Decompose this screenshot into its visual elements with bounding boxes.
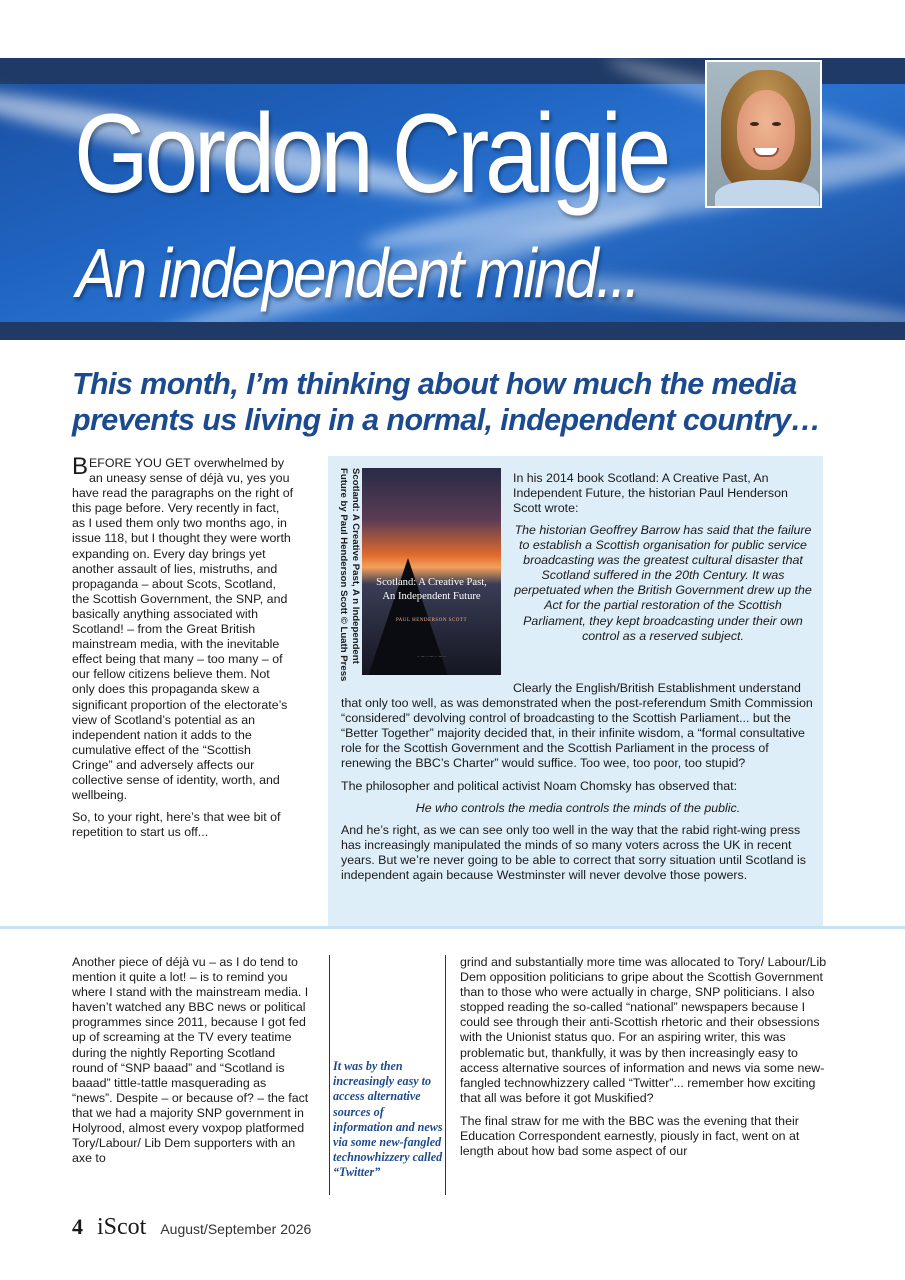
body-paragraph: The final straw for me with the BBC was the evening that their Education Correspondent earnestly, piously in fact, went on at length about how bad some aspect of our [460, 1113, 800, 1159]
book-cover-title [366, 576, 497, 604]
header-banner [0, 58, 905, 340]
portrait-eye [750, 122, 759, 126]
portrait-eye [772, 122, 781, 126]
book-caption [335, 468, 361, 682]
intro-column [72, 453, 294, 847]
body-column-2 [460, 955, 830, 1167]
drop-cap: B [72, 453, 89, 480]
intro-paragraph-text: EFORE YOU GET overwhelmed by an uneasy sense of déjà vu, yes you have read the paragraphs on the right of this page before. Very recently in fact, as I used them only two months ago, in issue 118, but I thought they were worth expanding on. Every day brings yet another assault of lies, mistruths, and propaganda – about Scots, Scotland, the Scottish Government, the SNP, and basically anything associated with Scotland! – from the Great British mainstream media, with the inevitable effect being that many – too many – of our fellow citizens believe them. Not only does this propaganda skew a significant proportion of the electorate’s view of Scotland’s potential as an independent nation it adds to the cumulative effect of the “Scottish Cringe” and adversely affects our collective sense of identity, worth, and wellbeing. [72, 456, 294, 803]
page-footer [72, 1214, 311, 1244]
author-portrait [705, 60, 822, 208]
body-column-1: Another piece of déjà vu – as I do tend to mention it quite a lot! – is to remind you where I stand with the mainstream media. I haven’t watched any BBC news or political programmes since 2011, because I got fed up of screaming at the TV every teatime during the nightly Reporting Scotland round of “SNP baaad” and “Scotland is baaad” tittle-tattle masquerading as “news”. Despite – or because of? – the fact that we had a majority SNP government in Holyrood, almost every voxpop platformed Tory/Labour/ Lib Dem supporters with an axe to [72, 955, 309, 1166]
intro-paragraph-2: So, to your right, here’s that wee bit of repetition to start us off... [72, 810, 281, 840]
extract-body [341, 681, 815, 890]
body-paragraph: grind and substantially more time was allocated to Tory/ Labour/Lib Dem opposition politicians to gripe about the Scottish Government than to those who were actually in charge, SNP politicians. I also stopped reading the so-called “national” newspapers because I could see through their anti-Scottish rhetoric and their obsessions with the Unionist status quo. For an aspiring writer, this was problematic but, thankfully, it was by then increasingly easy to access alternative sources of information and news via some new-fangled technowhizzery called “Twitter”... remember how exciting that all was before it got Muskified? [460, 955, 827, 1105]
book-cover-title-line-1: Scotland: A Creative Past, [376, 577, 487, 588]
portrait-face [737, 90, 795, 170]
magazine-logo: iScot [97, 1214, 147, 1240]
banner-bottom-bar [0, 322, 905, 340]
extract-paragraph: The philosopher and political activist Noam Chomsky has observed that: [341, 778, 738, 793]
extract-paragraph: Clearly the English/British Establishment understand that only too well, as was demonstrated when the post-referendum Smith Commission “considered” devolving control of broadcasting to the Scottish Parliament... but the “Better Together” majority decided that, in their infinite wisdom, a “formal consultative role for the Scottish Government and the Scottish Parliament in the process of renewing the BBC’s Charter” would suffice. Too wee, too poor, too stupid? [341, 681, 813, 771]
extract-paragraph: And he’s right, as we can see only too well in the way that the rabid right-wing press has increasingly manipulated the minds of so many voters across the UK in recent years. But we’re never going to be able to correct that sorry situation until Scotland is independent again because Westminster will never devolve those powers. [341, 822, 806, 883]
issue-date: August/September 2026 [160, 1221, 312, 1237]
column-rule [329, 955, 330, 1195]
book-caption-line-1: Scotland: A Creative Past, A n Independent [350, 468, 361, 664]
page-number: 4 [72, 1214, 83, 1239]
barrow-quote: The historian Geoffrey Barrow has said that the failure to establish a Scottish organisation for public service broadcasting was the greatest cultural disaster that Scotland suffered in the 20th Century. It was perpetuated when the British Government drew up the Act for the partial restoration of the Scottish Parliament, they kept broadcasting under their own control as a reserved subject. [514, 523, 812, 643]
book-cover-image [362, 468, 501, 675]
column-subtitle: An independent mind... [76, 234, 639, 312]
pull-quote: It was by then increasingly easy to access alternative sources of information and news via some new-fangled technowhizzery called “Twitter” [333, 1059, 443, 1180]
book-cover-author: PAUL HENDERSON SCOTT [395, 618, 468, 623]
portrait-shirt [715, 180, 819, 208]
book-cover-title-line-2: An Independent Future [382, 591, 481, 602]
columnist-name: Gordon Craigie [74, 91, 667, 216]
book-caption-line-2: Future by Paul Henderson Scott © Luath Press [338, 468, 349, 682]
article-headline: This month, I’m thinking about how much the media prevents us living in a normal, independent country… [72, 367, 821, 437]
book-cover-blurb: … — … — … — … [416, 654, 447, 658]
book-intro-text: In his 2014 book Scotland: A Creative Past, An Independent Future, the historian Paul Henderson Scott wrote: [513, 471, 788, 516]
intro-paragraph [72, 453, 294, 803]
column-rule [445, 955, 446, 1195]
section-divider [0, 926, 905, 929]
chomsky-quote: He who controls the media controls the minds of the public. [415, 800, 741, 815]
